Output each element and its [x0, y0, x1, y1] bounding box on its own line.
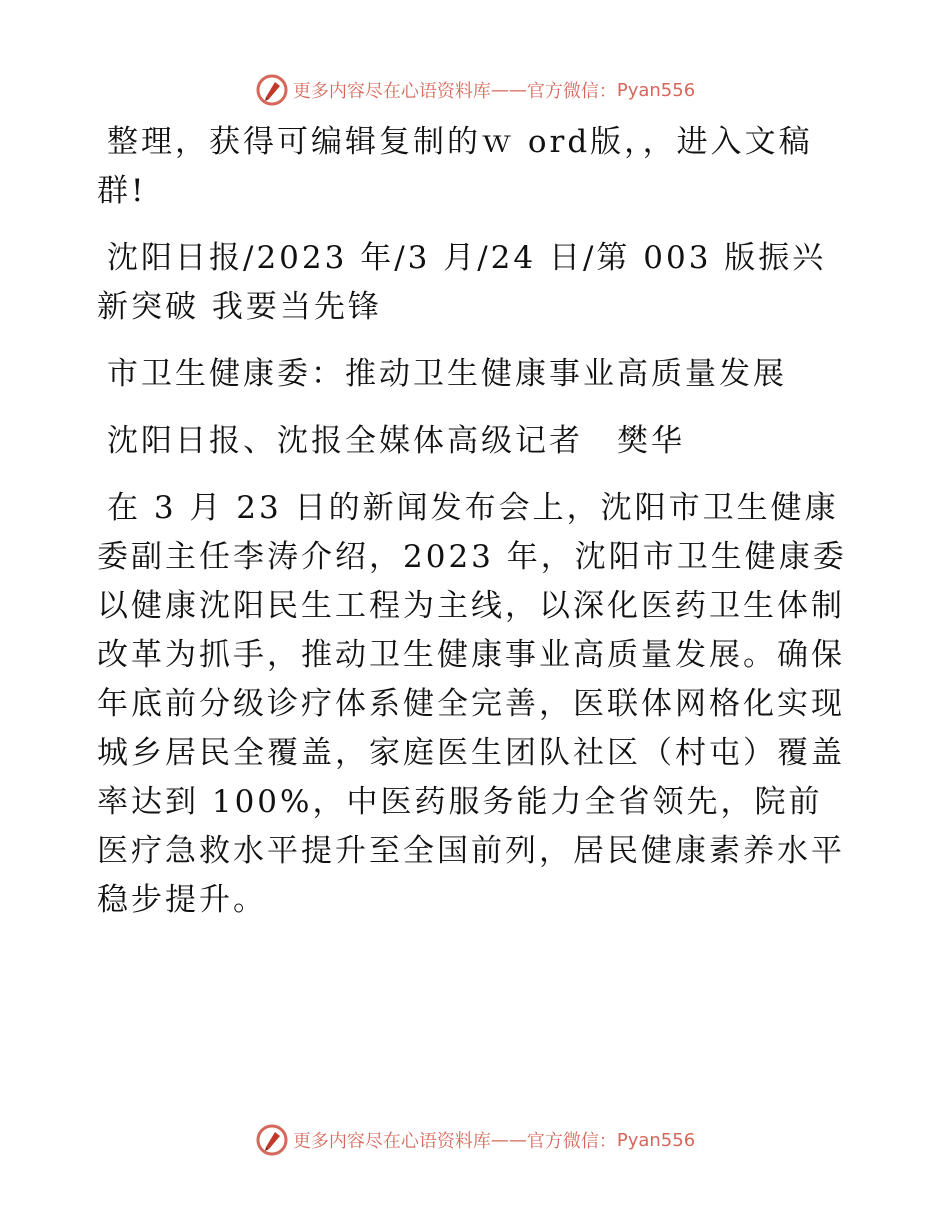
- banner-contact-id: Pyan556: [616, 1129, 696, 1151]
- pen-logo-icon: [255, 73, 289, 107]
- article-paragraph: 在 3 月 23 日的新闻发布会上，沈阳市卫生健康委副主任李涛介绍，2023 年，沈阳市卫生健康委以健康沈阳民生工程为主线，以深化医药卫生体制改革为抓手，推动卫生健康事业高质量发展。确保年底前分级诊疗体系健全完善，医联体网格化实现城乡居民全覆盖，家庭医生团队社区（村屯）覆盖率达到 100%，中医药服务能力全省领先，院前医疗急救水平提升至全国前列，居民健康素养水平稳步提升。: [97, 490, 847, 918]
- banner-contact-id: Pyan556: [616, 79, 696, 101]
- intro-paragraph: 整理，获得可编辑复制的ｗ ord版，，进入文稿群!: [97, 124, 813, 209]
- byline: 沈阳日报、沈报全媒体高级记者 樊华: [107, 423, 685, 459]
- article-title: 市卫生健康委：推动卫生健康事业高质量发展: [107, 356, 787, 392]
- banner-separator: ——: [490, 79, 527, 101]
- banner-contact-label: 官方微信：: [526, 81, 617, 102]
- banner-separator: ——: [490, 1129, 527, 1151]
- article-body: [97, 118, 852, 925]
- banner-contact-label: 官方微信：: [526, 1131, 617, 1152]
- source-line: 沈阳日报/2023 年/3 月/24 日/第 003 版振兴新突破 我要当先锋: [97, 240, 827, 325]
- header-banner: [0, 70, 950, 110]
- banner-text: 更多内容尽在心语资料库: [292, 81, 491, 102]
- footer-banner: [0, 1120, 950, 1160]
- banner-text: 更多内容尽在心语资料库: [292, 1131, 491, 1152]
- pen-logo-icon: [255, 1123, 289, 1157]
